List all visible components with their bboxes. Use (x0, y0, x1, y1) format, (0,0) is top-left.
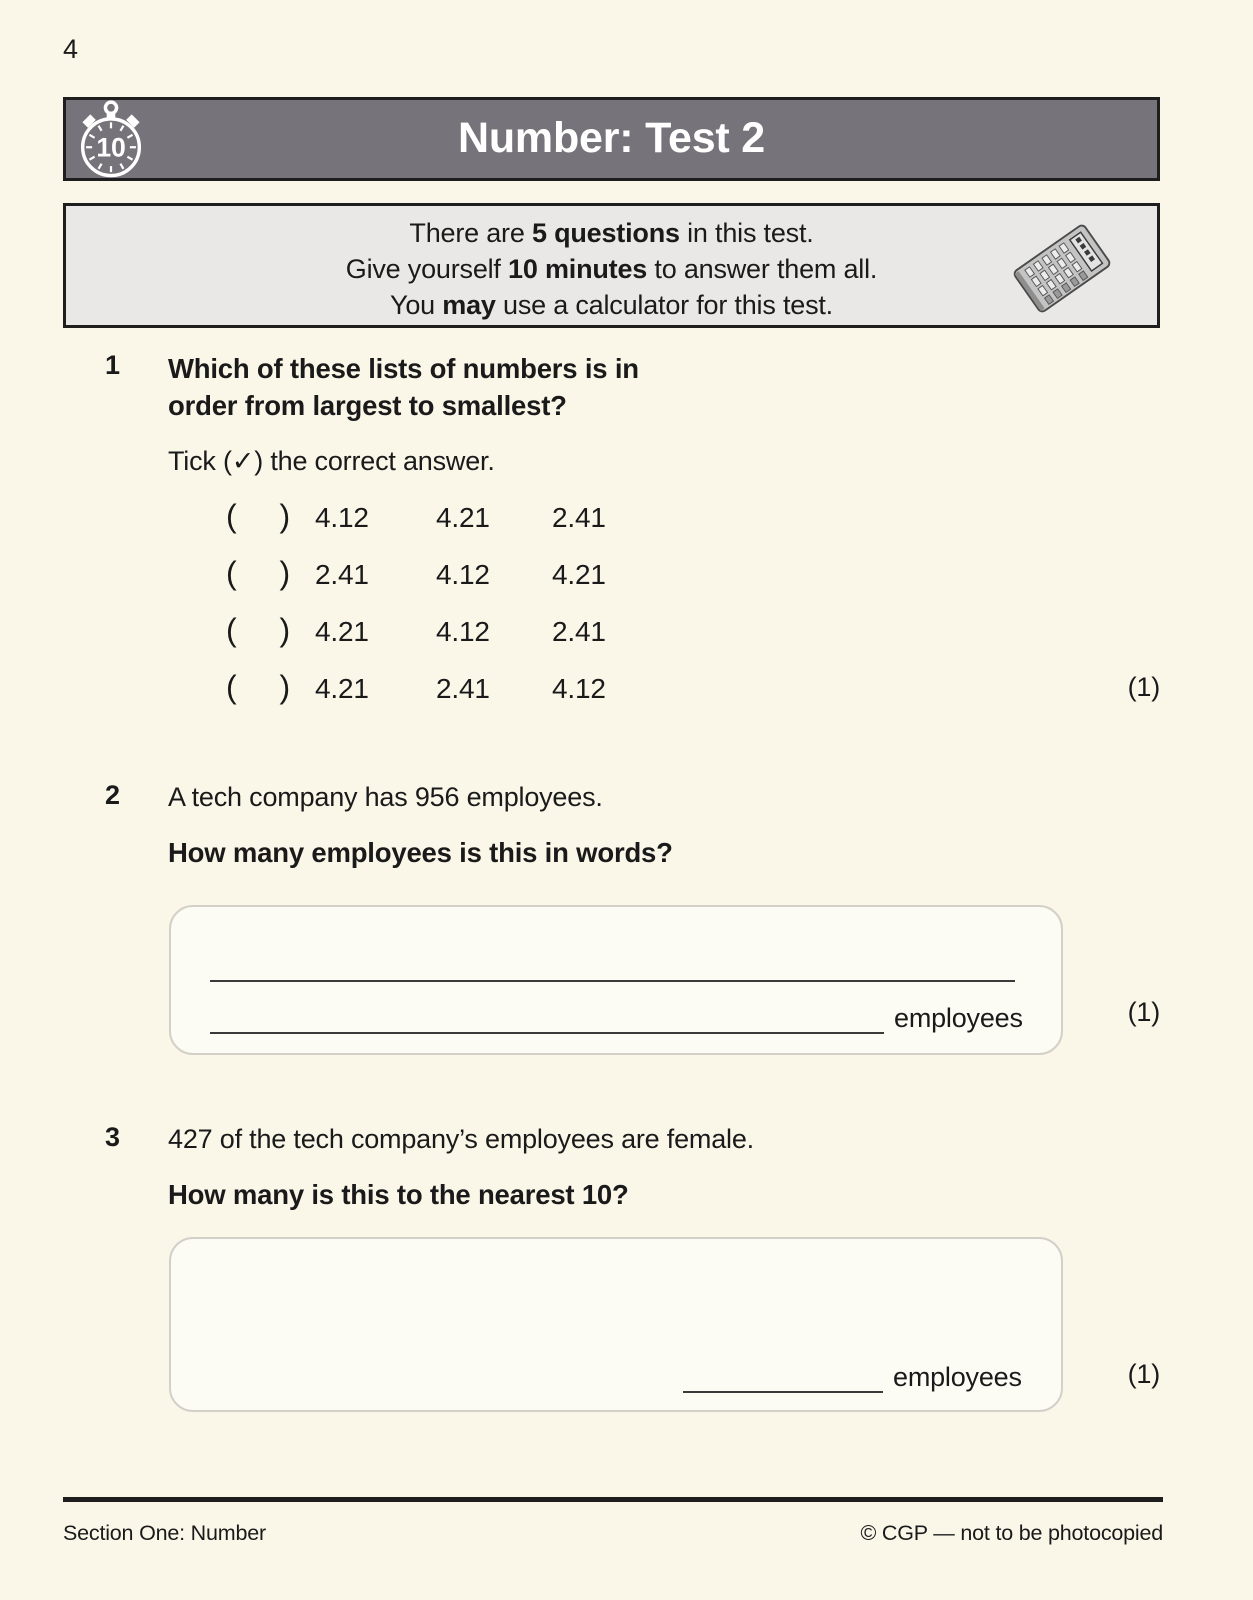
question-3 (105, 1122, 1160, 1213)
question-1-tick-instruction: Tick (✓) the correct answer. (168, 446, 495, 476)
instruction-line-2: Give yourself 10 minutes to answer them all. (345, 254, 878, 284)
instructions-box (63, 203, 1160, 328)
question-3-marks: (1) (1127, 1359, 1160, 1389)
test-title: Number: Test 2 (457, 114, 766, 162)
calculator-icon (1007, 221, 1117, 316)
instruction-line-3: You may use a calculator for this test. (390, 290, 833, 320)
option-number: 4.12 (436, 559, 490, 590)
answer-tick-slot[interactable]: ( ) (226, 555, 290, 591)
page-number: 4 (63, 34, 78, 64)
option-number: 4.12 (552, 673, 606, 704)
option-number: 4.12 (315, 502, 369, 533)
question-2 (105, 780, 1160, 871)
question-2-marks: (1) (1127, 997, 1160, 1027)
answer-line[interactable] (210, 1001, 884, 1034)
answer-option-row (168, 498, 1160, 559)
footer-section-label: Section One: Number (63, 1521, 266, 1545)
header-bar (63, 97, 1160, 181)
answer-line[interactable] (683, 1360, 883, 1393)
option-number: 2.41 (552, 502, 606, 533)
option-number: 4.21 (436, 502, 490, 533)
question-3-number: 3 (105, 1122, 120, 1152)
timer-minutes-label: 10 (96, 132, 126, 163)
question-1-number: 1 (105, 350, 120, 380)
answer-option-row (168, 612, 1160, 673)
instructions-text (66, 215, 1157, 323)
question-2-number: 2 (105, 780, 120, 810)
option-number: 4.12 (436, 616, 490, 647)
answer-option-row (168, 669, 1160, 730)
option-number: 2.41 (436, 673, 490, 704)
question-3-answer-box (169, 1237, 1063, 1412)
question-3-prompt: How many is this to the nearest 10? (168, 1179, 629, 1210)
answer-tick-slot[interactable]: ( ) (226, 612, 290, 648)
question-1-prompt: Which of these lists of numbers is in order from largest to smallest? (168, 353, 639, 421)
answer-suffix-label: employees (894, 1003, 1023, 1033)
answer-line[interactable] (210, 980, 1015, 982)
question-1 (105, 350, 1160, 730)
footer-copyright: © CGP — not to be photocopied (860, 1521, 1163, 1545)
option-number: 4.21 (315, 673, 369, 704)
option-number: 4.21 (315, 616, 369, 647)
question-3-intro: 427 of the tech company’s employees are female. (168, 1124, 754, 1154)
question-1-marks: (1) (1127, 672, 1160, 702)
question-2-answer-box (169, 905, 1063, 1055)
answer-suffix-label: employees (893, 1362, 1022, 1392)
answer-tick-slot[interactable]: ( ) (226, 498, 290, 534)
question-1-options (168, 498, 1160, 730)
footer-divider (63, 1497, 1163, 1502)
answer-tick-slot[interactable]: ( ) (226, 669, 290, 705)
question-2-intro: A tech company has 956 employees. (168, 782, 603, 812)
answer-option-row (168, 555, 1160, 616)
option-number: 2.41 (552, 616, 606, 647)
option-number: 4.21 (552, 559, 606, 590)
option-number: 2.41 (315, 559, 369, 590)
question-2-prompt: How many employees is this in words? (168, 837, 673, 868)
tick-mark-glyph: ✓ (231, 446, 255, 476)
instruction-line-1: There are 5 questions in this test. (409, 218, 814, 248)
